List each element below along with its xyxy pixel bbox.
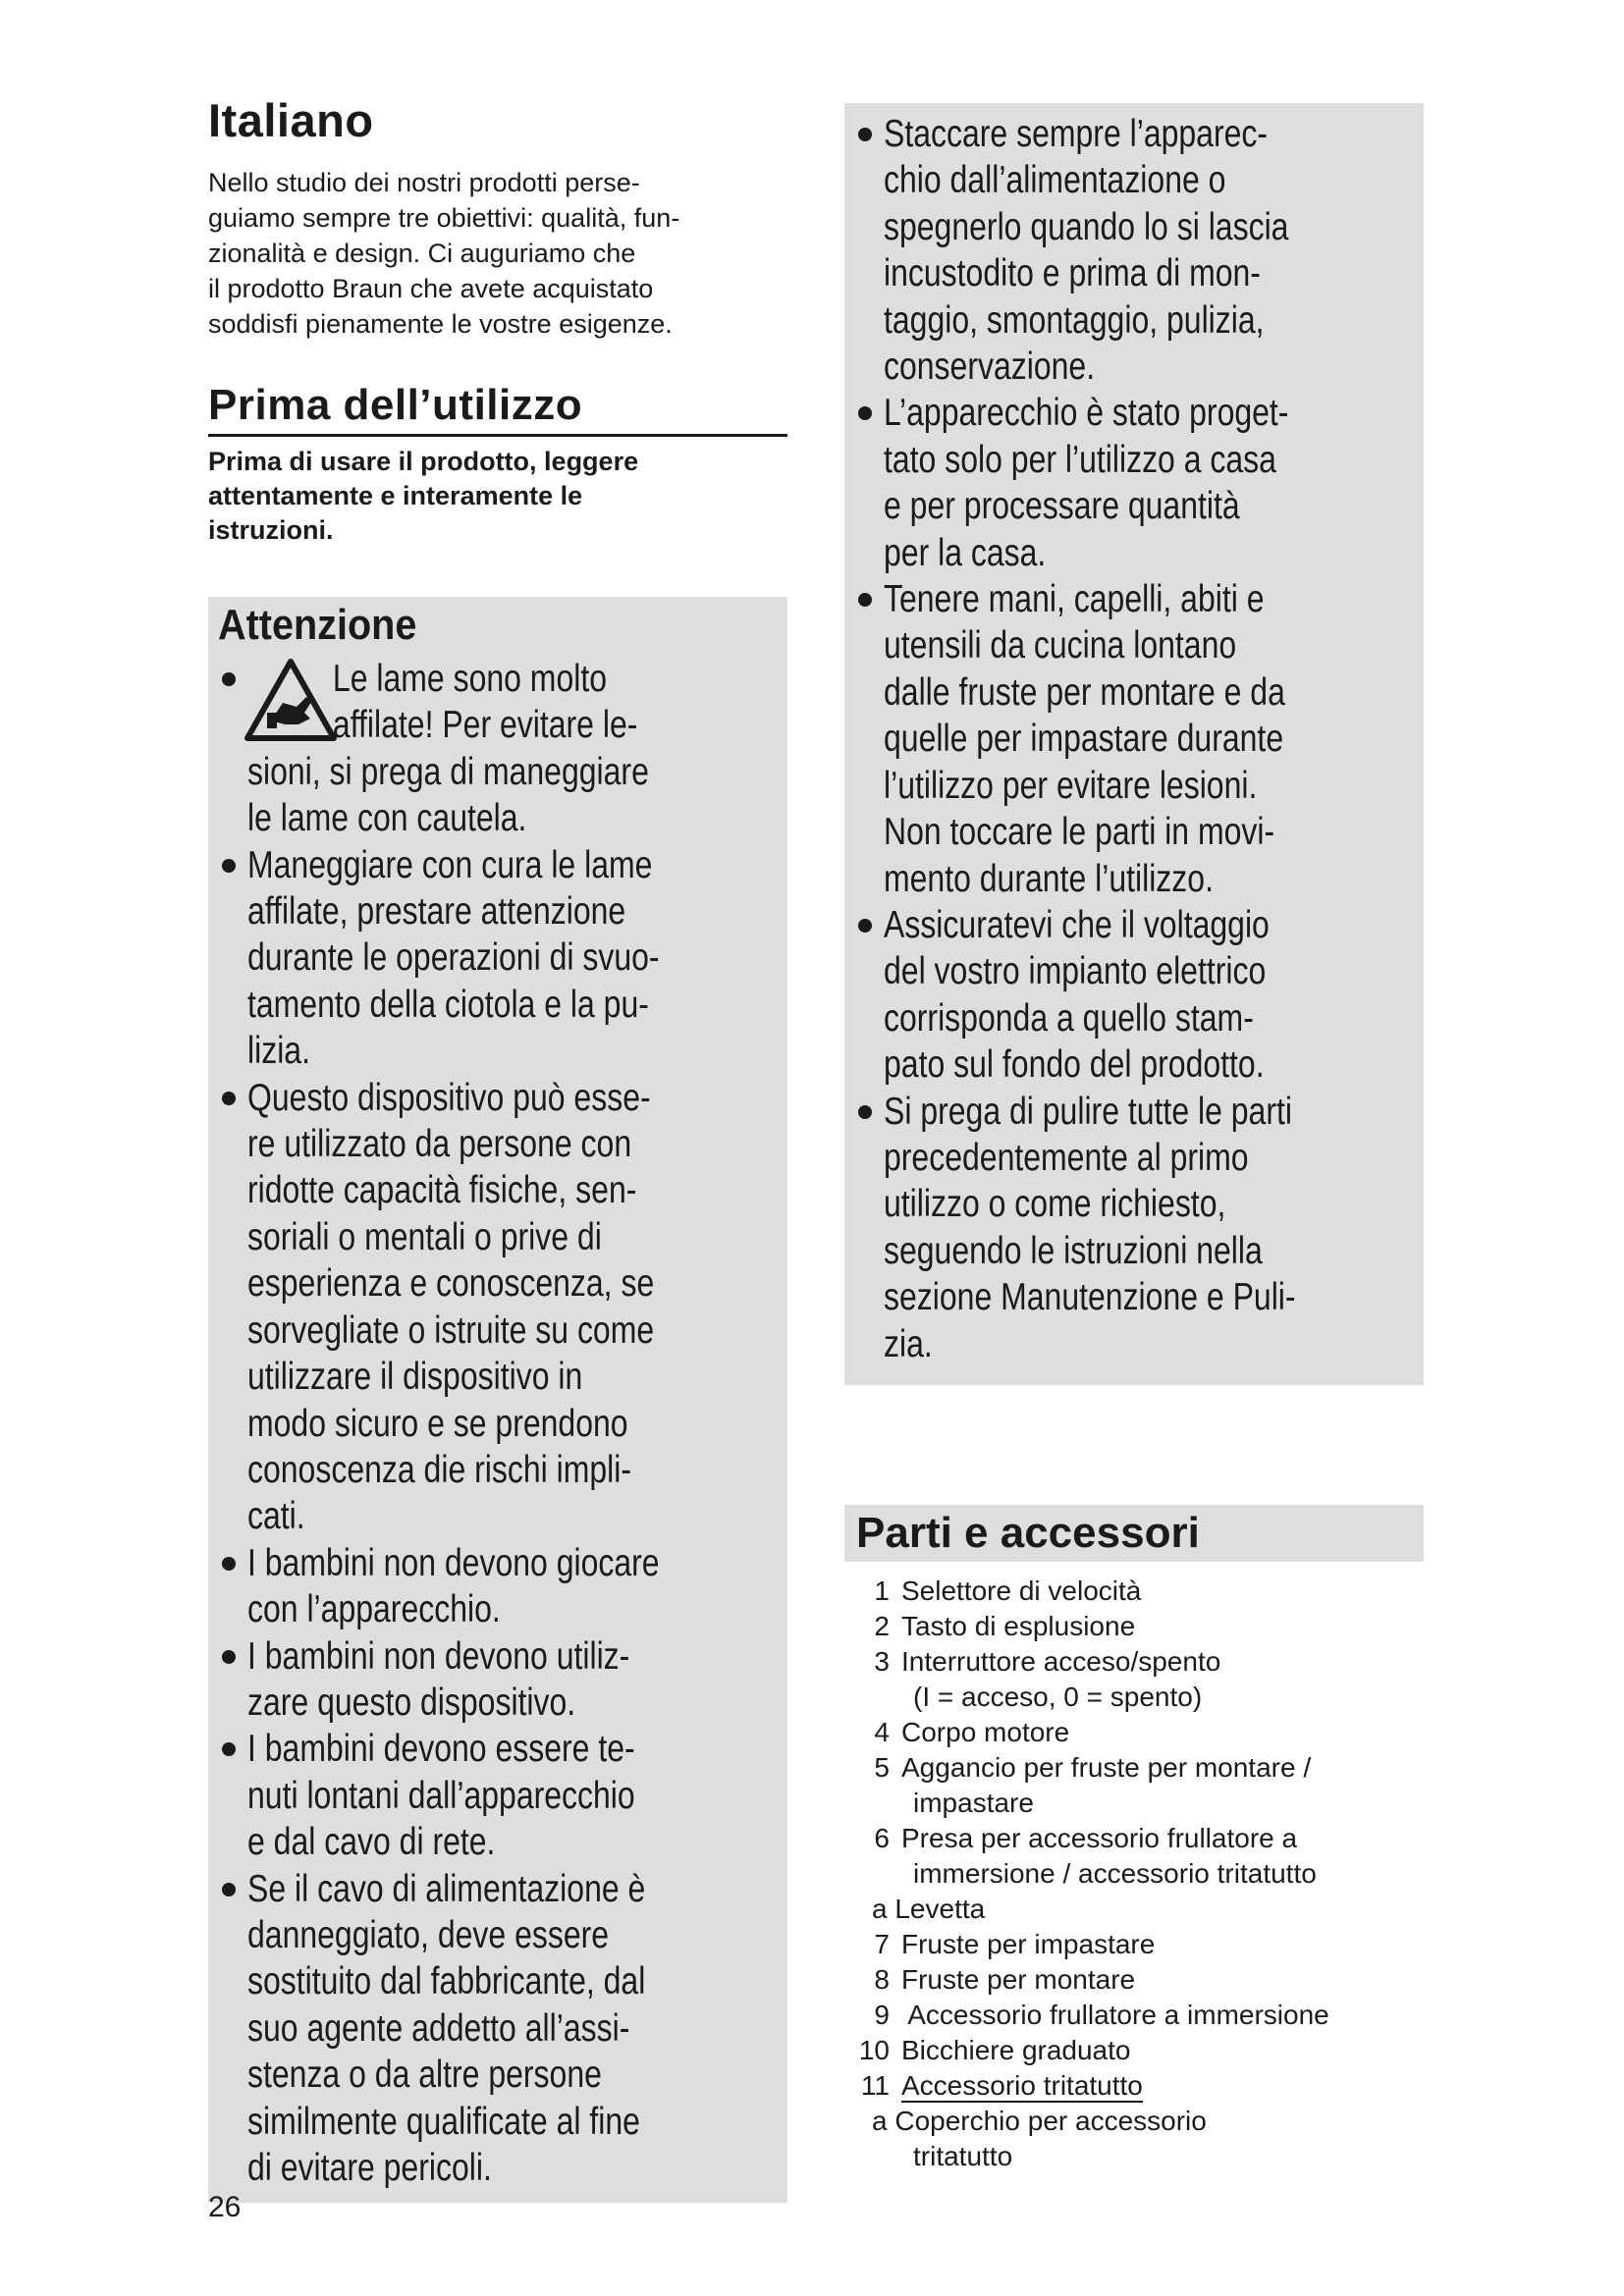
lead-line: attentamente e interamente le xyxy=(208,481,583,510)
warning-line: e per processare quantità xyxy=(884,485,1240,528)
warning-line: Tenere mani, capelli, abiti e xyxy=(884,578,1265,621)
warning-item xyxy=(854,576,1414,902)
parts-title: Parti e accessori xyxy=(844,1505,1424,1562)
parts-section xyxy=(844,1505,1424,2174)
parts-item: a Coperchio per accessorio xyxy=(872,2105,1207,2136)
warning-item xyxy=(854,902,1414,1089)
warning-line: affilate! Per evitare le- xyxy=(332,704,638,747)
parts-item-number: 2 xyxy=(874,1610,890,1641)
before-use-title: Prima dell’utilizzo xyxy=(208,381,787,437)
parts-item-label: Presa per accessorio frullatore a xyxy=(901,1822,1298,1853)
parts-item-label: Aggancio per fruste per montare / xyxy=(901,1751,1312,1783)
intro-paragraph xyxy=(208,165,787,342)
bullet-icon xyxy=(858,919,872,933)
bullet-icon xyxy=(858,406,872,420)
warning-line: corrisponda a quello stam- xyxy=(884,996,1254,1040)
warning-line: stenza o da altre persone xyxy=(247,2054,602,2097)
parts-item-label: Selettore di velocità xyxy=(901,1575,1142,1606)
warning-line: ridotte capacità fisiche, sen- xyxy=(247,1169,637,1212)
warning-line: spegnerlo quando lo si lascia xyxy=(884,205,1289,248)
parts-item-number: 1 xyxy=(874,1575,890,1606)
warning-item xyxy=(218,1633,778,1727)
intro-line: il prodotto Braun che avete acquistato xyxy=(208,274,654,303)
warning-item xyxy=(218,1726,778,1865)
parts-item xyxy=(844,1715,1424,1750)
warning-line: Si prega di pulire tutte le parti xyxy=(884,1090,1292,1133)
bullet-icon xyxy=(222,1883,236,1896)
warning-line: del vostro impianto elettrico xyxy=(884,950,1267,993)
parts-list xyxy=(844,1574,1424,2174)
warning-line: suo agente addetto all’assi- xyxy=(247,2006,630,2050)
parts-item-label: Interruttore acceso/spento xyxy=(901,1645,1221,1677)
warning-line: l’utilizzo per evitare lesioni. xyxy=(884,764,1258,807)
warning-line: nuti lontani dall’apparecchio xyxy=(247,1774,635,1817)
right-column xyxy=(844,103,1424,2174)
parts-item-number: 8 xyxy=(874,1963,890,1995)
warning-line: chio dall’alimentazione o xyxy=(884,159,1226,202)
warning-line: Maneggiare con cura le lame xyxy=(247,843,653,886)
warning-line: conservazione. xyxy=(884,346,1096,389)
warning-line: esperienza e conoscenza, se xyxy=(247,1262,655,1306)
warning-line: conoscenza die rischi impli- xyxy=(247,1448,632,1491)
parts-item-number: 3 xyxy=(874,1645,890,1677)
lead-line: Prima di usare il prodotto, leggere xyxy=(208,447,639,476)
warning-line: I bambini devono essere te- xyxy=(247,1728,635,1771)
parts-item xyxy=(844,2068,1424,2104)
warning-item xyxy=(218,1540,778,1633)
warning-list-left xyxy=(218,656,778,2191)
parts-item xyxy=(844,2033,1424,2068)
parts-item: tritatutto xyxy=(913,2140,1013,2171)
warning-line: danneggiato, deve essere xyxy=(247,1913,610,1956)
warning-line: tato solo per l’utilizzo a casa xyxy=(884,438,1276,481)
warning-item xyxy=(854,111,1414,390)
warning-item xyxy=(854,390,1414,576)
warning-line: utilizzare il dispositivo in xyxy=(247,1356,583,1399)
before-use-lead xyxy=(208,445,787,548)
left-column xyxy=(208,93,787,2203)
warning-box-right xyxy=(844,103,1424,1385)
warning-line: affilate, prestare attenzione xyxy=(247,890,626,934)
bullet-icon xyxy=(222,1092,236,1105)
parts-item-number: 6 xyxy=(874,1822,890,1853)
warning-item xyxy=(218,842,778,1075)
parts-item xyxy=(844,1750,1424,1786)
warning-line: incustodito e prima di mon- xyxy=(884,252,1261,295)
intro-line: soddisfi pienamente le vostre esigenze. xyxy=(208,309,673,339)
warning-line: dalle fruste per montare e da xyxy=(884,670,1285,714)
warning-line: utensili da cucina lontano xyxy=(884,624,1237,667)
parts-item-number: 7 xyxy=(874,1928,890,1959)
warning-line: Se il cavo di alimentazione è xyxy=(247,1867,646,1910)
bullet-icon xyxy=(858,1105,872,1119)
warning-list-right xyxy=(854,111,1414,1367)
warning-line: Questo dispositivo può esse- xyxy=(247,1076,651,1119)
warning-line: zare questo dispositivo. xyxy=(247,1681,576,1724)
parts-item xyxy=(844,1574,1424,1609)
bullet-icon xyxy=(858,593,872,607)
intro-line: guiamo sempre tre obiettivi: qualità, fun- xyxy=(208,203,680,233)
warning-line: Staccare sempre l’apparec- xyxy=(884,113,1269,155)
parts-item-label: Corpo motore xyxy=(901,1716,1070,1747)
warning-line: e dal cavo di rete. xyxy=(247,1821,496,1864)
warning-line: utilizzo o come richiesto, xyxy=(884,1183,1226,1226)
bullet-icon xyxy=(222,1557,236,1571)
warning-line: con l’apparecchio. xyxy=(247,1588,501,1631)
intro-line: zionalità e design. Ci auguriamo che xyxy=(208,239,636,268)
bullet-icon xyxy=(222,859,236,873)
parts-item-label: Fruste per impastare xyxy=(901,1928,1156,1959)
warning-line: similmente qualificate al fine xyxy=(247,2100,640,2143)
warning-line: le lame con cautela. xyxy=(247,797,527,840)
warning-line: sostituito dal fabbricante, dal xyxy=(247,1960,646,2003)
warning-line: taggio, smontaggio, pulizia, xyxy=(884,298,1265,342)
parts-item: impastare xyxy=(913,1787,1034,1818)
language-title: Italiano xyxy=(208,94,374,146)
warning-line: per la casa. xyxy=(884,531,1047,574)
warning-line: modo sicuro e se prendono xyxy=(247,1402,628,1445)
parts-item xyxy=(844,1927,1424,1962)
warning-line: lizia. xyxy=(247,1030,310,1073)
parts-item xyxy=(844,1609,1424,1644)
warning-line: precedentemente al primo xyxy=(884,1136,1249,1179)
parts-item-number: 9 xyxy=(874,1999,890,2030)
parts-item-number: 10 xyxy=(858,2034,890,2065)
parts-item: immersione / accessorio tritatutto xyxy=(913,1857,1317,1889)
warning-line: zia. xyxy=(884,1322,933,1365)
parts-item xyxy=(844,1644,1424,1680)
parts-item xyxy=(844,1962,1424,1998)
warning-line: tamento della ciotola e la pu- xyxy=(247,983,649,1026)
warning-line: di evitare pericoli. xyxy=(247,2147,492,2189)
parts-item-number: 11 xyxy=(860,2069,890,2101)
bullet-icon xyxy=(222,672,236,686)
warning-line: I bambini non devono utiliz- xyxy=(247,1634,630,1678)
lead-line: istruzioni. xyxy=(208,515,334,545)
warning-item xyxy=(218,1866,778,2192)
warning-line: cati. xyxy=(247,1495,305,1538)
parts-item-label: Accessorio frullatore a immersione xyxy=(901,1999,1329,2030)
warning-line: seguendo le istruzioni nella xyxy=(884,1229,1263,1272)
parts-item-label: Accessorio tritatutto xyxy=(901,2069,1143,2101)
parts-item xyxy=(844,1998,1424,2033)
parts-item-number: 5 xyxy=(874,1751,890,1783)
warning-line: Le lame sono molto xyxy=(332,658,608,700)
warning-line: Assicuratevi che il voltaggio xyxy=(884,903,1270,946)
parts-item-label: Tasto di esplusione xyxy=(901,1610,1136,1641)
warning-line: pato sul fondo del prodotto. xyxy=(884,1043,1265,1087)
intro-line: Nello studio dei nostri prodotti perse- xyxy=(208,168,640,197)
parts-item xyxy=(844,1821,1424,1856)
warning-title: Attenzione xyxy=(218,601,417,649)
parts-item: (I = acceso, 0 = spento) xyxy=(913,1681,1203,1712)
bullet-icon xyxy=(222,1650,236,1664)
warning-line: durante le operazioni di svuo- xyxy=(247,936,660,980)
warning-line: quelle per impastare durante xyxy=(884,718,1284,761)
warning-box-left xyxy=(208,597,787,2203)
parts-item-number: 4 xyxy=(874,1716,890,1747)
warning-line: I bambini non devono giocare xyxy=(247,1541,660,1584)
warning-item xyxy=(218,1075,778,1540)
parts-item-label: Fruste per montare xyxy=(901,1963,1136,1995)
parts-item-label: Bicchiere graduato xyxy=(901,2034,1131,2065)
warning-line: soriali o mentali o prive di xyxy=(247,1215,602,1258)
page-number: 26 xyxy=(208,2191,242,2223)
warning-line: re utilizzato da persone con xyxy=(247,1123,632,1166)
warning-line: sorvegliate o istruite su come xyxy=(247,1308,655,1352)
warning-line: sioni, si prega di maneggiare xyxy=(247,750,649,793)
warning-item xyxy=(218,656,778,842)
warning-line: mento durante l’utilizzo. xyxy=(884,857,1214,900)
warning-line: Non toccare le parti in movi- xyxy=(884,811,1275,854)
parts-item: a Levetta xyxy=(872,1893,986,1924)
bullet-icon xyxy=(222,1742,236,1756)
warning-line: L’apparecchio è stato proget- xyxy=(884,392,1289,435)
warning-line: sezione Manutenzione e Puli- xyxy=(884,1276,1296,1319)
warning-item xyxy=(854,1089,1414,1367)
bullet-icon xyxy=(858,128,872,141)
